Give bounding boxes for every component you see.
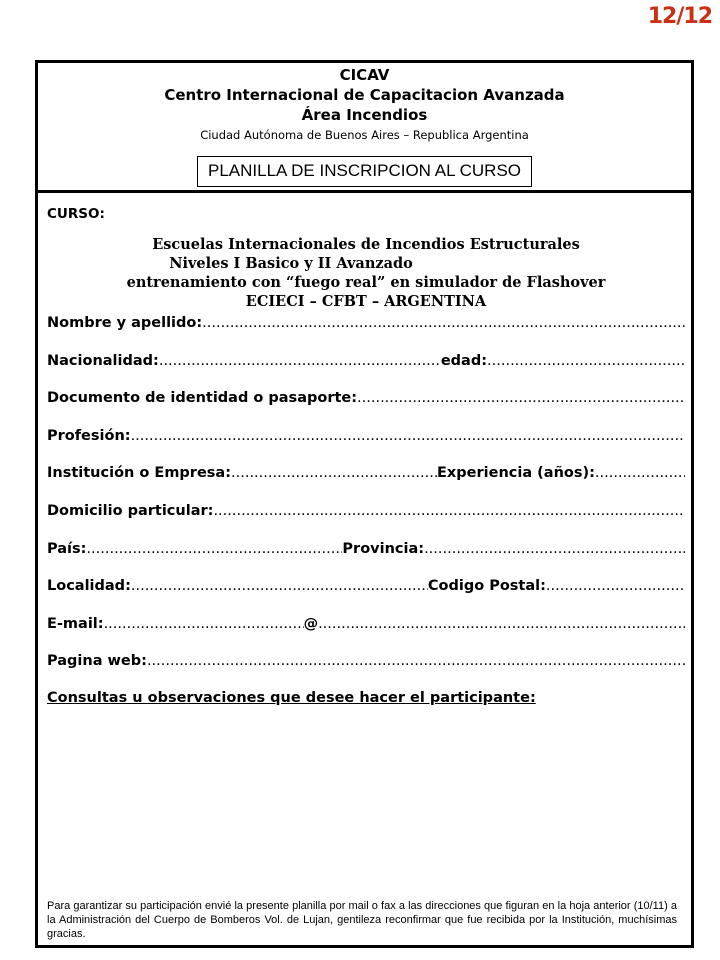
domicilio-label: Domicilio particular: — [47, 502, 214, 519]
course-label: CURSO: — [47, 206, 105, 222]
profesion-input-line[interactable] — [131, 426, 685, 446]
course-line-1: Escuelas Internacionales de Incendios Estructurales — [152, 236, 580, 253]
form-fields — [47, 313, 685, 671]
domicilio-input-line[interactable] — [213, 501, 685, 521]
form-body — [38, 193, 691, 945]
field-documento[interactable] — [47, 388, 685, 408]
codigo-postal-input-line[interactable] — [546, 576, 685, 596]
pais-input-line[interactable] — [86, 539, 342, 559]
provincia-label: Provincia: — [342, 540, 425, 557]
course-line-2: Niveles I Basico y II Avanzado — [169, 255, 413, 272]
footer-note: Para garantizar su participación envié la presente planilla por mail o fax a las direcciones que figuran en la hoja anterior (10/11) a la Administración del Cuerpo de Bomberos Vol. de Lujan, gentileza reconfirmar que fue recibida por la Institución, muchísimas gracias. — [47, 900, 677, 940]
field-profesion[interactable] — [47, 426, 685, 446]
org-name: Centro Internacional de Capacitacion Avanzada — [164, 86, 565, 104]
org-location: Ciudad Autónoma de Buenos Aires – Republica Argentina — [200, 128, 529, 142]
experiencia-label: Experiencia (años): — [437, 465, 595, 482]
localidad-label: Localidad: — [47, 578, 131, 595]
email-user-input-line[interactable] — [104, 614, 304, 634]
field-pais-provincia[interactable] — [47, 539, 685, 559]
org-acronym: CICAV — [339, 66, 390, 84]
profesion-label: Profesión: — [47, 427, 131, 444]
form-header — [38, 63, 691, 193]
field-localidad-cp[interactable] — [47, 576, 685, 596]
consultas-heading: Consultas u observaciones que desee hacer el participante: — [47, 689, 536, 706]
field-web[interactable] — [47, 651, 685, 671]
pais-label: País: — [47, 540, 87, 557]
registration-form — [35, 60, 694, 948]
email-at-sign: @ — [303, 615, 319, 632]
org-area: Área Incendios — [301, 106, 428, 124]
form-title: PLANILLA DE INSCRIPCION AL CURSO — [197, 156, 532, 187]
field-nombre[interactable] — [47, 313, 685, 333]
nacionalidad-label: Nacionalidad: — [47, 352, 159, 369]
nombre-input-line[interactable] — [202, 313, 685, 333]
nacionalidad-input-line[interactable] — [159, 351, 441, 371]
course-line-3: entrenamiento con “fuego real” en simulador de Flashover — [126, 274, 606, 291]
web-label: Pagina web: — [47, 653, 147, 670]
edad-input-line[interactable] — [487, 351, 685, 371]
web-input-line[interactable] — [147, 651, 685, 671]
provincia-input-line[interactable] — [424, 539, 685, 559]
email-label: E-mail: — [47, 615, 104, 632]
documento-input-line[interactable] — [357, 388, 685, 408]
field-email[interactable] — [47, 614, 685, 634]
codigo-postal-label: Codigo Postal: — [427, 578, 546, 595]
course-description — [47, 235, 685, 311]
email-domain-input-line[interactable] — [318, 614, 685, 634]
institucion-input-line[interactable] — [231, 463, 437, 483]
nombre-label: Nombre y apellido: — [47, 315, 203, 331]
documento-label: Documento de identidad o pasaporte: — [47, 390, 358, 407]
experiencia-input-line[interactable] — [595, 463, 685, 483]
field-institucion-experiencia[interactable] — [47, 463, 685, 483]
field-domicilio[interactable] — [47, 501, 685, 521]
localidad-input-line[interactable] — [131, 576, 428, 596]
institucion-label: Institución o Empresa: — [47, 465, 232, 482]
course-line-4: ECIECI – CFBT – ARGENTINA — [245, 293, 487, 310]
edad-label: edad: — [440, 352, 488, 369]
field-nacionalidad-edad[interactable] — [47, 351, 685, 371]
page-number: 12/12 — [647, 4, 712, 29]
